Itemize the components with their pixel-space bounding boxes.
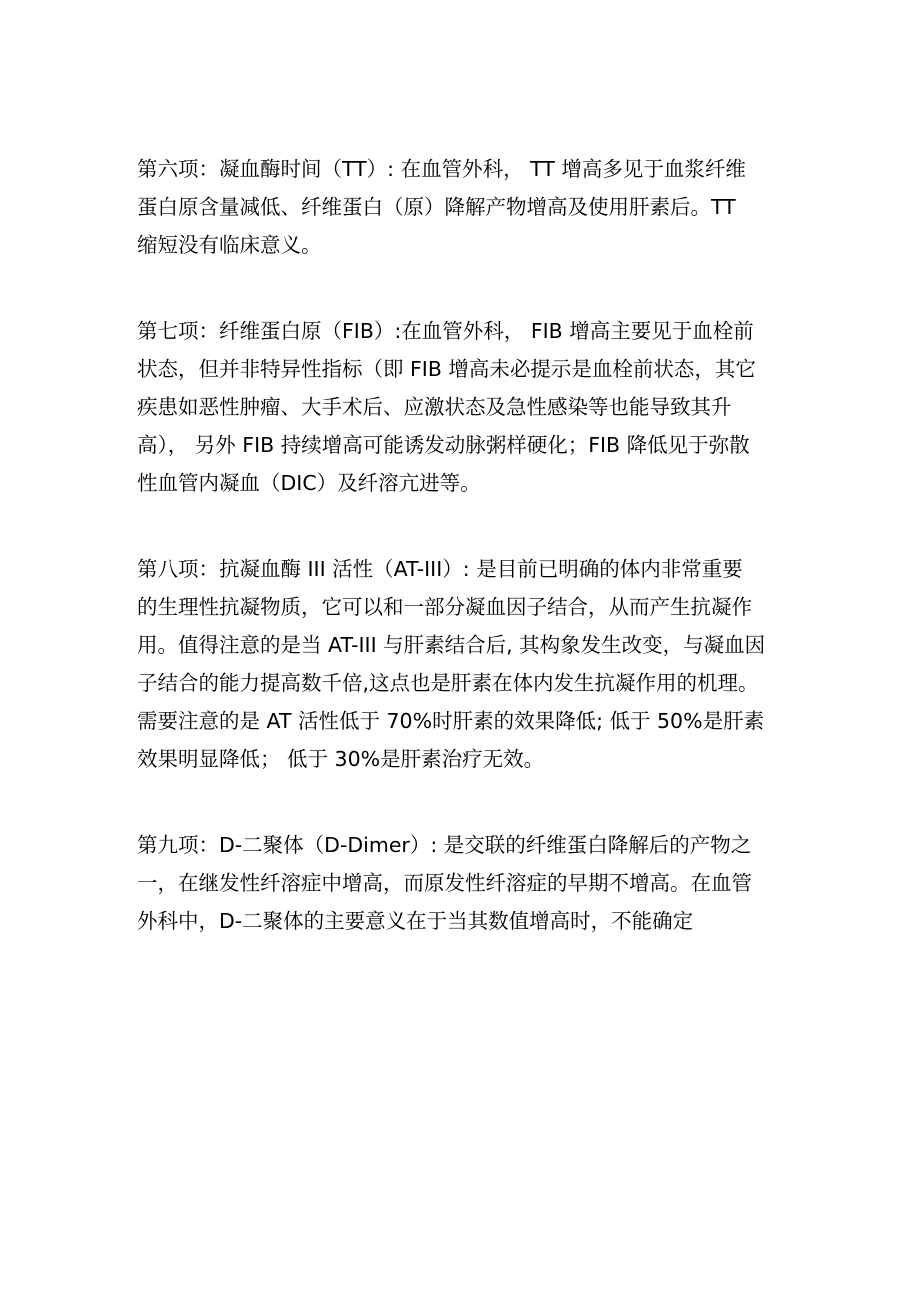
paragraph-line: 第六项：凝血酶时间（TT）: 在血管外科， TT 增高多见于血浆纤维 xyxy=(137,157,746,181)
paragraph-at-iii xyxy=(137,550,787,778)
paragraph-line: 高）， 另外 FIB 持续增高可能诱发动脉粥样硬化；FIB 降低见于弥散 xyxy=(137,433,750,457)
paragraph-line: 第九项：D-二聚体（D-Dimer）: 是交联的纤维蛋白降解后的产物之 xyxy=(137,833,752,857)
paragraph-line: 效果明显降低； 低于 30%是肝素治疗无效。 xyxy=(137,747,545,771)
paragraph-line: 的生理性抗凝物质，它可以和一部分凝血因子结合，从而产生抗凝作 xyxy=(137,595,752,619)
paragraph-line: 子结合的能力提高数千倍,这点也是肝素在体内发生抗凝作用的机理。 xyxy=(137,671,759,695)
paragraph-line: 状态，但并非特异性指标（即 FIB 增高未必提示是血栓前状态，其它 xyxy=(137,357,756,381)
paragraph-line: 一，在继发性纤溶症中增高，而原发性纤溶症的早期不增高。在血管 xyxy=(137,871,752,895)
paragraph-line: 疾患如恶性肿瘤、大手术后、应激状态及急性感染等也能导致其升 xyxy=(137,395,732,419)
paragraph-fib xyxy=(137,312,787,502)
paragraph-d-dimer xyxy=(137,826,787,940)
paragraph-line: 第七项：纤维蛋白原（FIB）:在血管外科， FIB 增高主要见于血栓前 xyxy=(137,319,754,343)
paragraph-line: 缩短没有临床意义。 xyxy=(137,233,322,257)
paragraph-tt xyxy=(137,150,787,264)
paragraph-line: 性血管内凝血（DIC）及纤溶亢进等。 xyxy=(137,471,481,495)
paragraph-line: 外科中，D-二聚体的主要意义在于当其数值增高时，不能确定 xyxy=(137,909,694,933)
document-body xyxy=(137,150,787,940)
paragraph-line: 蛋白原含量减低、纤维蛋白（原）降解产物增高及使用肝素后。TT xyxy=(137,195,736,219)
paragraph-line: 需要注意的是 AT 活性低于 70%时肝素的效果降低; 低于 50%是肝素 xyxy=(137,709,765,733)
paragraph-line: 用。值得注意的是当 AT-III 与肝素结合后, 其构象发生改变，与凝血因 xyxy=(137,633,766,657)
paragraph-line: 第八项：抗凝血酶 III 活性（AT-III）: 是目前已明确的体内非常重要 xyxy=(137,557,743,581)
